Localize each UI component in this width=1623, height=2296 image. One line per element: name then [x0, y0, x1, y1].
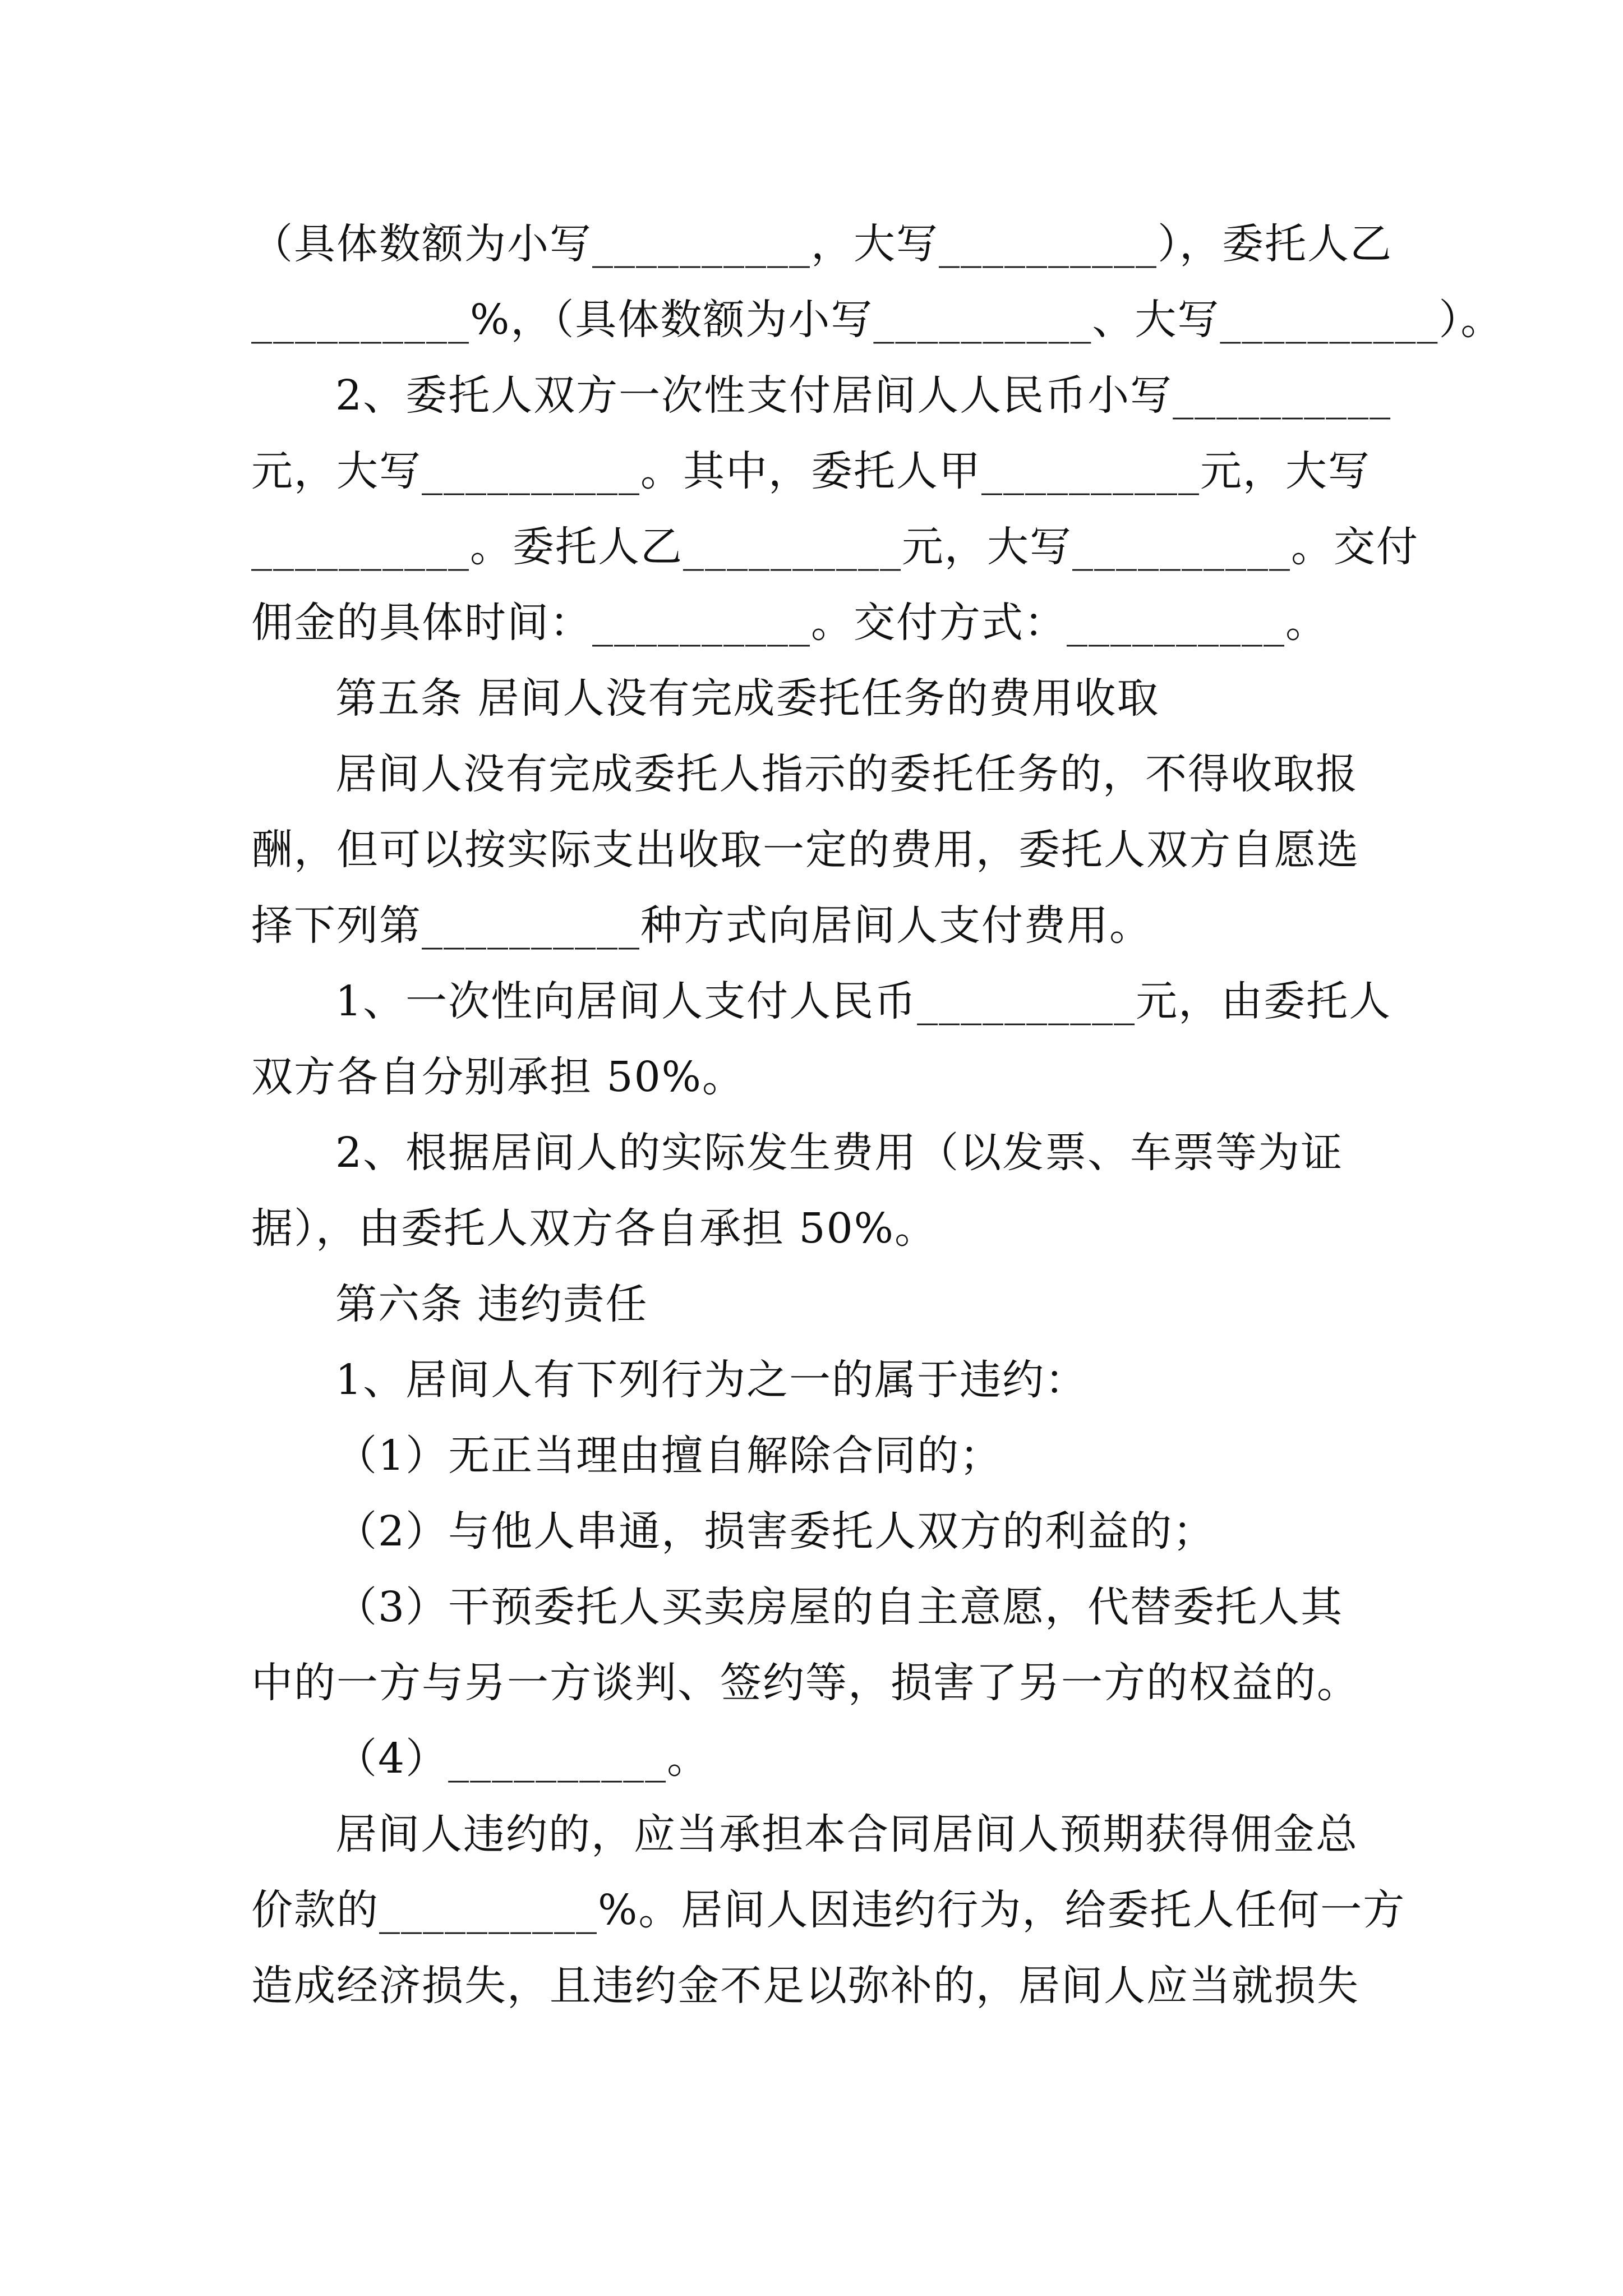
- text-line-1: （具体数额为小写__________，大写__________），委托人乙: [251, 220, 1393, 268]
- text-line-12: 双方各自分别承担 50%。: [251, 1053, 745, 1101]
- text-line-10: 择下列第__________种方式向居间人支付费用。: [251, 901, 1152, 950]
- text-line-24: 造成经济损失，且违约金不足以弥补的，居间人应当就损失: [251, 1962, 1359, 2010]
- section-heading-article-6: 第六条 违约责任: [335, 1280, 648, 1328]
- text-line-17: （1）无正当理由擅自解除合同的；: [335, 1432, 1003, 1480]
- text-line-19: （3）干预委托人买卖房屋的自主意愿，代替委托人其: [335, 1583, 1344, 1631]
- text-line-5: __________。委托人乙__________元，大写__________。交付: [251, 523, 1419, 571]
- text-line-18: （2）与他人串通，损害委托人双方的利益的；: [335, 1507, 1216, 1556]
- text-line-11: 1、一次性向居间人支付人民币__________元，由委托人: [335, 977, 1392, 1025]
- text-line-14: 据），由委托人双方各自承担 50%。: [251, 1204, 937, 1253]
- text-line-20: 中的一方与另一方谈判、签约等，损害了另一方的权益的。: [251, 1659, 1359, 1707]
- text-line-4: 元，大写__________。其中，委托人甲__________元，大写: [251, 447, 1371, 495]
- text-line-16: 1、居间人有下列行为之一的属于违约：: [335, 1356, 1088, 1404]
- text-line-8: 居间人没有完成委托人指示的委托任务的，不得收取报: [335, 750, 1358, 798]
- text-line-2: __________%，（具体数额为小写__________、大写__________）。: [251, 296, 1504, 344]
- text-line-3: 2、委托人双方一次性支付居间人人民币小写__________: [335, 371, 1392, 420]
- section-heading-article-5: 第五条 居间人没有完成委托任务的费用收取: [335, 674, 1160, 723]
- text-line-9: 酬，但可以按实际支出收取一定的费用，委托人双方自愿选: [251, 826, 1359, 874]
- text-line-22: 居间人违约的，应当承担本合同居间人预期获得佣金总: [335, 1810, 1358, 1858]
- text-line-21: （4）__________。: [335, 1734, 710, 1783]
- text-line-13: 2、根据居间人的实际发生费用（以发票、车票等为证: [335, 1129, 1344, 1177]
- text-line-6: 佣金的具体时间：__________。交付方式：__________。: [251, 599, 1328, 647]
- text-line-23: 价款的__________%。居间人因违约行为，给委托人任何一方: [251, 1886, 1406, 1934]
